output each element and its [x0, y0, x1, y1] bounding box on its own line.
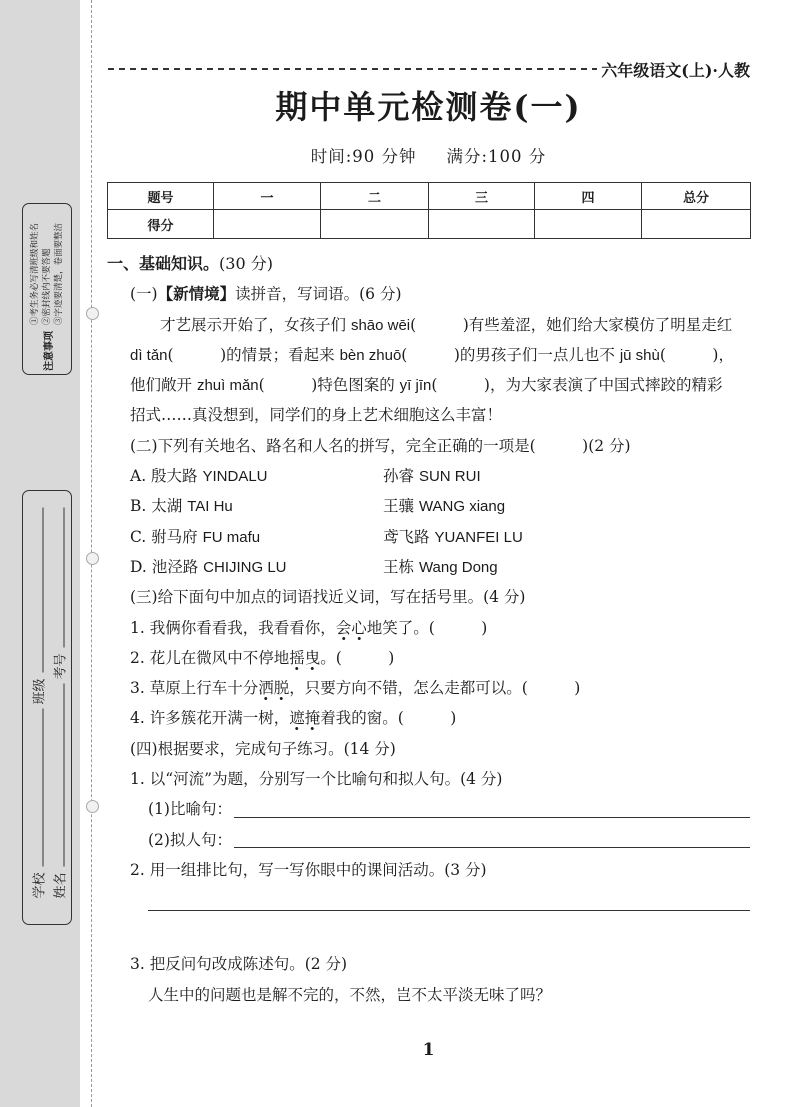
- personification-answer-row: [107, 825, 750, 855]
- part-4-question-2: 2. 用一组排比句，写一写你眼中的课间活动。(3 分): [130, 860, 487, 879]
- paragraph-text: ( )，为大家表演了中国式摔跤的精彩: [431, 376, 723, 395]
- option-person-pinyin: SUN RUI: [418, 468, 481, 486]
- series-label: 六年级语文(上)·人教: [601, 60, 750, 80]
- paragraph-text: 才艺展示开始了，女孩子们: [160, 315, 351, 334]
- option-b: [107, 491, 750, 521]
- score-table-column: 一: [214, 183, 321, 210]
- score-cell: [535, 210, 642, 239]
- score-table-score-row: [108, 210, 751, 239]
- score-table-column: 二: [321, 183, 429, 210]
- score-table-score-label: 得分: [108, 210, 214, 239]
- page-header: [108, 58, 750, 80]
- synonym-question: [107, 673, 750, 703]
- part-4-heading: (四)根据要求，完成句子练习。(14 分): [130, 739, 396, 758]
- part-2-heading: (二)下列有关地名、路名和人名的拼写，完全正确的一项是( )(2 分): [130, 436, 631, 455]
- exam-meta: [107, 145, 750, 169]
- score-table: [107, 182, 751, 239]
- section-1-title: 一、基础知识。: [107, 254, 220, 273]
- class-label: 班级: [32, 677, 47, 704]
- part-1-instruction: 读拼音，写词语。(6 分): [235, 285, 402, 304]
- notice-box: [22, 203, 72, 375]
- simile-answer-line: [234, 817, 750, 818]
- header-dashed-rule: [108, 68, 597, 70]
- paragraph-text: ( )特色图案的: [258, 376, 400, 395]
- paragraph-line: [107, 310, 750, 340]
- notice-item: ①考生务必写清班级和姓名: [30, 222, 40, 325]
- paragraph-text: ( )的男孩子们一点儿也不: [401, 345, 620, 364]
- school-label: 学校: [32, 871, 47, 898]
- option-c: [107, 522, 750, 552]
- synonym-question: [107, 703, 750, 733]
- option-place-pinyin: YINDALU: [202, 468, 268, 486]
- part-3-heading: (三)给下面句中加点的词语找近义词，写在括号里。(4 分): [130, 588, 526, 607]
- question-text: 3. 草原上行车十分: [130, 679, 259, 698]
- notice-list: [29, 223, 65, 325]
- option-place: A. 殷大路: [130, 467, 198, 486]
- student-info-box: [22, 490, 72, 925]
- synonym-question: [107, 643, 750, 673]
- notice-item: ②密封线内不要答题: [42, 248, 52, 325]
- paragraph-text: 他们敞开: [130, 376, 197, 395]
- option-person-name: 王栋: [383, 557, 415, 576]
- notice-content: [25, 207, 69, 371]
- pinyin: shāo wēi: [350, 316, 411, 334]
- paragraph-line: [107, 370, 750, 400]
- score-table-column: 四: [535, 183, 642, 210]
- score-cell: [429, 210, 535, 239]
- student-info-fields: [25, 495, 69, 920]
- page-title: 期中单元检测卷(一): [275, 88, 582, 126]
- option-place-pinyin: TAI Hu: [187, 498, 233, 516]
- question-text: 2. 花儿在微风中不停地: [130, 648, 290, 667]
- option-person: [383, 522, 523, 553]
- page-number: 1: [422, 1040, 435, 1060]
- paragraph-text: ( )，: [659, 345, 734, 364]
- score-cell: [642, 210, 751, 239]
- question-text: 。( ): [320, 648, 395, 667]
- exam-body: [107, 249, 750, 1010]
- option-d: [107, 552, 750, 582]
- option-person-pinyin: WANG xiang: [418, 498, 506, 516]
- name-label: 姓名: [53, 871, 68, 898]
- section-1-points: (30 分): [219, 254, 273, 273]
- question-text: 1. 我俩你看看我，我看看你，: [130, 618, 336, 637]
- simile-answer-row: [107, 794, 750, 824]
- score-table-column: 三: [429, 183, 535, 210]
- personification-answer-line: [234, 847, 750, 848]
- pinyin: zhuì mǎn: [196, 377, 259, 395]
- binding-hole-marker: [86, 800, 99, 813]
- part-1-heading: [107, 279, 750, 309]
- dotted-word: 摇曳: [289, 649, 320, 671]
- dotted-word: 洒脱: [258, 679, 289, 701]
- pinyin: bèn zhuō: [339, 346, 402, 364]
- score-cell: [321, 210, 429, 239]
- option-person: [383, 552, 498, 583]
- score-table-header-label: 题号: [108, 183, 214, 210]
- option-person-pinyin: Wang Dong: [418, 558, 498, 576]
- dotted-word: 遮掩: [289, 709, 320, 731]
- exam-number-label: 考号: [53, 652, 68, 679]
- notice-item: ③字迹要清楚，卷面要整洁: [54, 222, 64, 325]
- pinyin: jū shù: [619, 346, 660, 364]
- question-text: ，只要方向不错，怎么走都可以。( ): [289, 679, 581, 698]
- parallelism-answer-line: [148, 885, 750, 911]
- score-table-header-row: [108, 183, 751, 210]
- option-place-pinyin: CHIJING LU: [203, 558, 287, 576]
- question-text: 4. 许多簇花开满一树，: [130, 709, 290, 728]
- option-person: [383, 491, 505, 522]
- exam-time: 时间:90 分钟: [310, 147, 417, 166]
- part-1-number: (一): [130, 285, 158, 304]
- section-1-heading: [107, 249, 750, 279]
- paragraph-line: [107, 340, 750, 370]
- option-place: C. 驸马府: [130, 527, 198, 546]
- question-text: 着我的窗。( ): [320, 709, 457, 728]
- pinyin: yī jīn: [399, 377, 432, 395]
- info-row-school-class: [26, 495, 47, 920]
- option-place: B. 太湖: [130, 497, 183, 516]
- binding-hole-marker: [86, 552, 99, 565]
- notice-title: 注意事项: [43, 331, 55, 371]
- option-place-pinyin: FU mafu: [202, 528, 261, 546]
- simile-label: (1)比喻句：: [148, 800, 232, 819]
- paragraph-text: 招式……真没想到，同学们的身上艺术细胞这么丰富！: [130, 406, 503, 425]
- dotted-word: 会心: [336, 619, 367, 641]
- option-person: [383, 461, 481, 492]
- synonym-question: [107, 613, 750, 643]
- school-blank: [42, 708, 43, 866]
- score-cell: [214, 210, 321, 239]
- option-person-name: 鸢飞路: [383, 527, 430, 546]
- personification-label: (2)拟人句：: [148, 830, 232, 849]
- question-text: 地笑了。( ): [366, 618, 488, 637]
- part-4-question-3: 3. 把反问句改成陈述句。(2 分): [130, 955, 348, 974]
- option-place: D. 池泾路: [130, 557, 199, 576]
- part-4-question-1: 1. 以“河流”为题，分别写一个比喻句和拟人句。(4 分): [130, 770, 503, 789]
- score-table-column: 总分: [642, 183, 751, 210]
- name-blank: [63, 683, 64, 866]
- option-person-name: 孙睿: [383, 467, 415, 486]
- paragraph-text: ( )的情景；看起来: [167, 345, 340, 364]
- class-blank: [42, 507, 43, 672]
- binding-hole-marker: [86, 307, 99, 320]
- option-a: [107, 461, 750, 491]
- paragraph-line: [107, 400, 750, 430]
- option-person-name: 王骧: [383, 497, 415, 516]
- rhetorical-question-sentence: 人生中的问题也是解不完的，不然，岂不太平淡无味了吗？: [148, 985, 552, 1004]
- pinyin: dì tǎn: [130, 346, 168, 364]
- option-person-pinyin: YUANFEI LU: [434, 528, 523, 546]
- exam-full-score: 满分:100 分: [446, 147, 547, 166]
- paragraph-text: ( )有些羞涩，她们给大家模仿了明星走红: [410, 315, 733, 334]
- exam-number-blank: [63, 507, 64, 647]
- info-row-name-examno: [47, 495, 68, 920]
- part-1-tag: 【新情境】: [157, 284, 236, 304]
